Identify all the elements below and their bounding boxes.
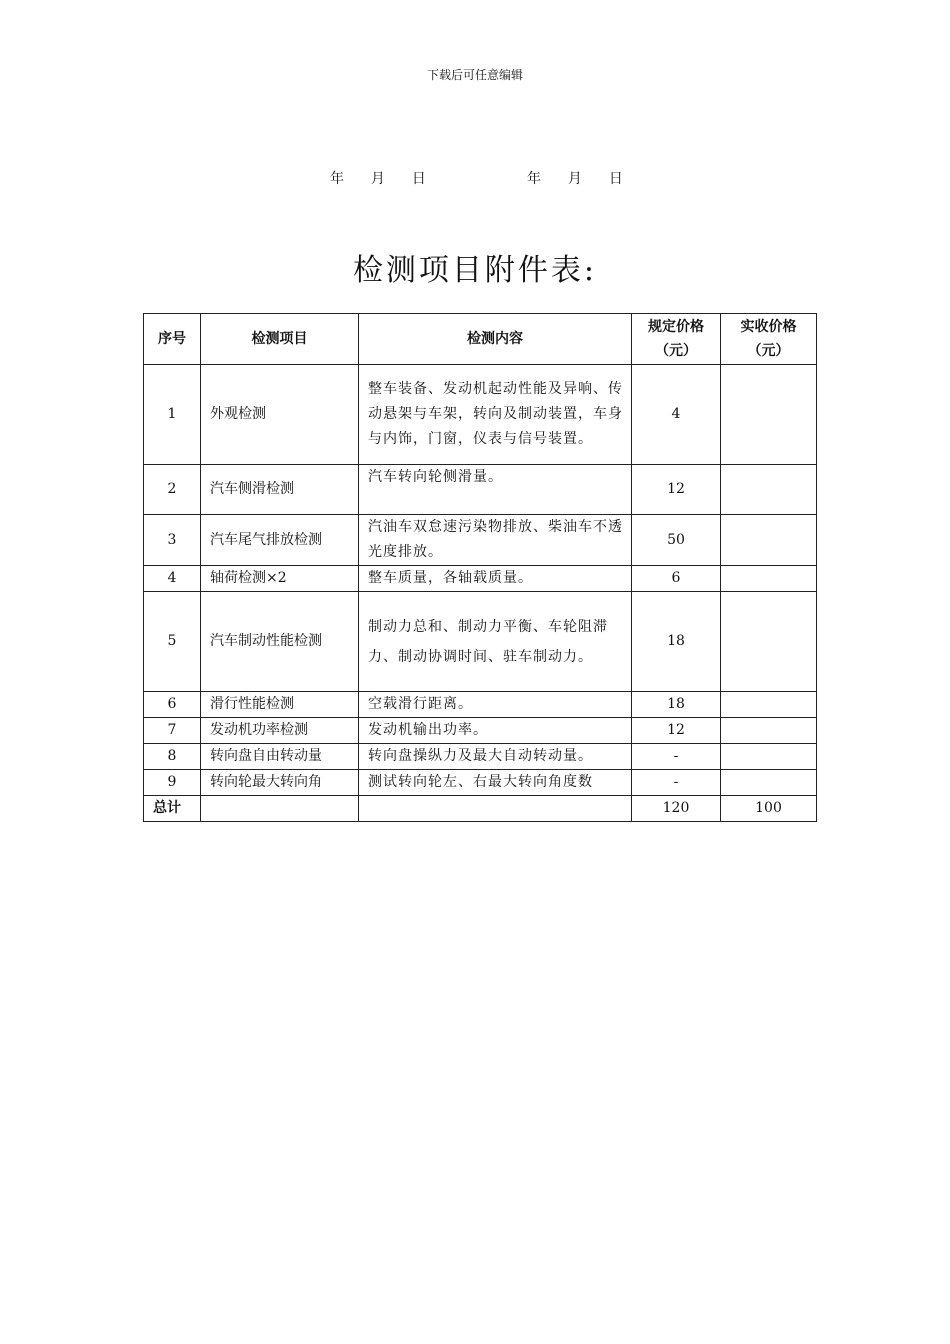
table-header-row: [144, 314, 817, 365]
row-content: 汽车转向轮侧滑量。: [359, 465, 632, 515]
table-row: [144, 365, 817, 465]
header-item: 检测项目: [201, 314, 359, 365]
table-row: [144, 465, 817, 515]
date-right: [527, 168, 623, 188]
row-num: 6: [144, 692, 201, 718]
header-actual-line2: （元）: [747, 343, 790, 359]
header-price-line2: （元）: [655, 343, 697, 359]
row-num: 5: [144, 592, 201, 692]
date-right-year: 年: [527, 171, 541, 187]
row-actual: [721, 744, 817, 770]
row-actual: [721, 365, 817, 465]
row-actual: [721, 718, 817, 744]
row-num: 7: [144, 718, 201, 744]
table-row: [144, 515, 817, 566]
row-price: 18: [632, 592, 721, 692]
total-label: 总计: [144, 796, 201, 822]
row-num: 9: [144, 770, 201, 796]
header-price-line1: 规定价格: [648, 319, 704, 335]
row-price: 4: [632, 365, 721, 465]
date-left: [330, 168, 426, 188]
row-price: 50: [632, 515, 721, 566]
row-content: 整车质量，各轴载质量。: [359, 566, 632, 592]
row-content: 汽油车双怠速污染物排放、柴油车不透光度排放。: [359, 515, 632, 566]
row-actual: [721, 566, 817, 592]
row-item: 外观检测: [201, 365, 359, 465]
row-item: 转向轮最大转向角: [201, 770, 359, 796]
table-row: [144, 692, 817, 718]
row-num: 8: [144, 744, 201, 770]
row-content: 制动力总和、制动力平衡、车轮阻滞力、制动协调时间、驻车制动力。: [359, 592, 632, 692]
total-actual: 100: [721, 796, 817, 822]
row-price: -: [632, 744, 721, 770]
header-note: 下载后可任意编辑: [426, 68, 523, 82]
table-row: [144, 592, 817, 692]
header-content: 检测内容: [359, 314, 632, 365]
row-price: 12: [632, 718, 721, 744]
row-item: 汽车尾气排放检测: [201, 515, 359, 566]
date-left-year: 年: [330, 171, 344, 187]
row-actual: [721, 465, 817, 515]
inspection-items-table: [143, 313, 817, 822]
row-price: -: [632, 770, 721, 796]
header-num: 序号: [144, 314, 201, 365]
header-price: [632, 314, 721, 365]
row-content: 发动机输出功率。: [359, 718, 632, 744]
row-price: 12: [632, 465, 721, 515]
row-num: 4: [144, 566, 201, 592]
row-actual: [721, 592, 817, 692]
row-actual: [721, 692, 817, 718]
date-left-month: 月: [370, 171, 385, 187]
row-item: 汽车侧滑检测: [201, 465, 359, 515]
row-price: 6: [632, 566, 721, 592]
table-total-row: [144, 796, 817, 822]
date-left-day: 日: [411, 171, 426, 187]
table-row: [144, 718, 817, 744]
row-content: 测试转向轮左、右最大转向角度数: [359, 770, 632, 796]
header-actual-line1: 实收价格: [740, 319, 797, 335]
table-row: [144, 770, 817, 796]
row-num: 1: [144, 365, 201, 465]
row-item: 滑行性能检测: [201, 692, 359, 718]
row-price: 18: [632, 692, 721, 718]
date-right-month: 月: [567, 171, 582, 187]
date-right-day: 日: [608, 171, 623, 187]
row-item: 发动机功率检测: [201, 718, 359, 744]
row-actual: [721, 770, 817, 796]
row-item: 轴荷检测×2: [201, 566, 359, 592]
total-price: 120: [632, 796, 721, 822]
total-item: [201, 796, 359, 822]
row-content: 整车装备、发动机起动性能及异响、传动悬架与车架，转向及制动装置，车身与内饰，门窗，仪表与信号装置。: [359, 365, 632, 465]
table-row: [144, 744, 817, 770]
row-content: 空载滑行距离。: [359, 692, 632, 718]
document-title: 检测项目附件表:: [352, 253, 598, 288]
row-item: 转向盘自由转动量: [201, 744, 359, 770]
row-num: 3: [144, 515, 201, 566]
total-content: [359, 796, 632, 822]
row-actual: [721, 515, 817, 566]
row-item: 汽车制动性能检测: [201, 592, 359, 692]
row-num: 2: [144, 465, 201, 515]
header-actual: [721, 314, 817, 365]
table-row: [144, 566, 817, 592]
row-content: 转向盘操纵力及最大自动转动量。: [359, 744, 632, 770]
